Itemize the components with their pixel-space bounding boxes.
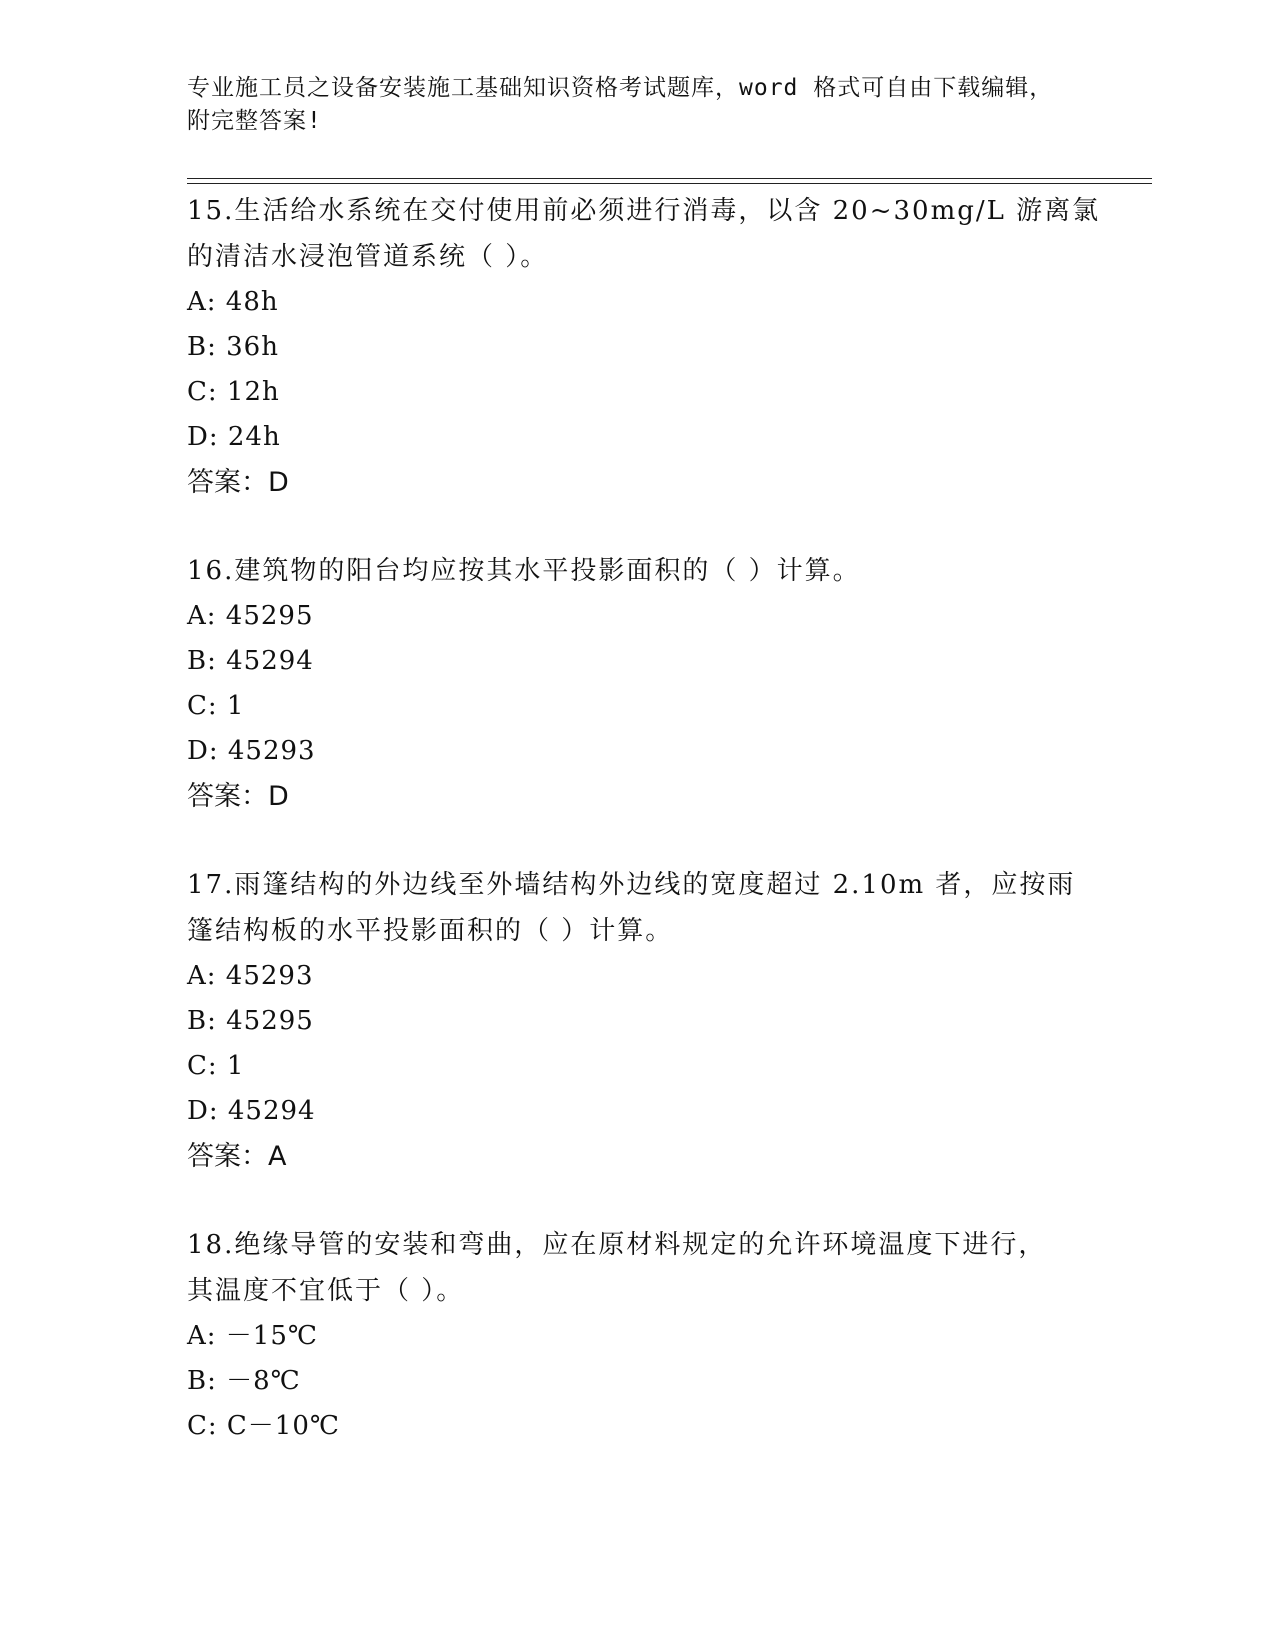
option-b: B: －8℃ — [187, 1366, 301, 1396]
option-c: C: C－10℃ — [187, 1411, 340, 1441]
header-line-1: 专业施工员之设备安装施工基础知识资格考试题库，word 格式可自由下载编辑， — [187, 75, 1054, 101]
answer: 答案：D — [187, 467, 289, 498]
option-a: A: 48h — [187, 287, 279, 317]
question-17 — [187, 862, 1087, 1179]
stem-line: 15.生活给水系统在交付使用前必须进行消毒，以含 20~30mg/L 游离氯 — [187, 196, 1101, 226]
stem-line: 18.绝缘导管的安装和弯曲，应在原材料规定的允许环境温度下进行， — [187, 1230, 1047, 1260]
option-b: B: 45294 — [187, 646, 314, 676]
question-stem — [187, 1222, 1087, 1314]
stem-line: 的清洁水浸泡管道系统（ ）。 — [187, 242, 549, 272]
question-15 — [187, 188, 1101, 505]
question-stem — [187, 548, 1087, 594]
option-d: D: 45294 — [187, 1096, 316, 1126]
option-d: D: 24h — [187, 422, 281, 452]
option-d: D: 45293 — [187, 736, 316, 766]
document-header — [187, 72, 1087, 138]
header-divider-top — [187, 178, 1152, 179]
option-c: C: 12h — [187, 377, 280, 407]
stem-line: 16.建筑物的阳台均应按其水平投影面积的（ ）计算。 — [187, 556, 861, 586]
option-b: B: 36h — [187, 332, 279, 362]
stem-line: 篷结构板的水平投影面积的（ ）计算。 — [187, 916, 674, 946]
question-stem — [187, 862, 1087, 954]
stem-line: 17.雨篷结构的外边线至外墙结构外边线的宽度超过 2.10m 者，应按雨 — [187, 870, 1076, 900]
option-c: C: 1 — [187, 1051, 245, 1081]
option-c: C: 1 — [187, 691, 245, 721]
question-18 — [187, 1222, 1087, 1449]
stem-line: 其温度不宜低于（ ）。 — [187, 1276, 465, 1306]
question-stem — [187, 188, 1101, 280]
question-16 — [187, 548, 1087, 819]
option-b: B: 45295 — [187, 1006, 314, 1036]
answer: 答案：D — [187, 781, 289, 812]
option-a: A: －15℃ — [187, 1321, 318, 1351]
option-a: A: 45295 — [187, 601, 314, 631]
option-a: A: 45293 — [187, 961, 314, 991]
header-line-2: 附完整答案! — [187, 108, 322, 134]
question-list — [187, 188, 1101, 1492]
answer: 答案：A — [187, 1141, 287, 1172]
header-divider-bottom — [187, 183, 1152, 184]
